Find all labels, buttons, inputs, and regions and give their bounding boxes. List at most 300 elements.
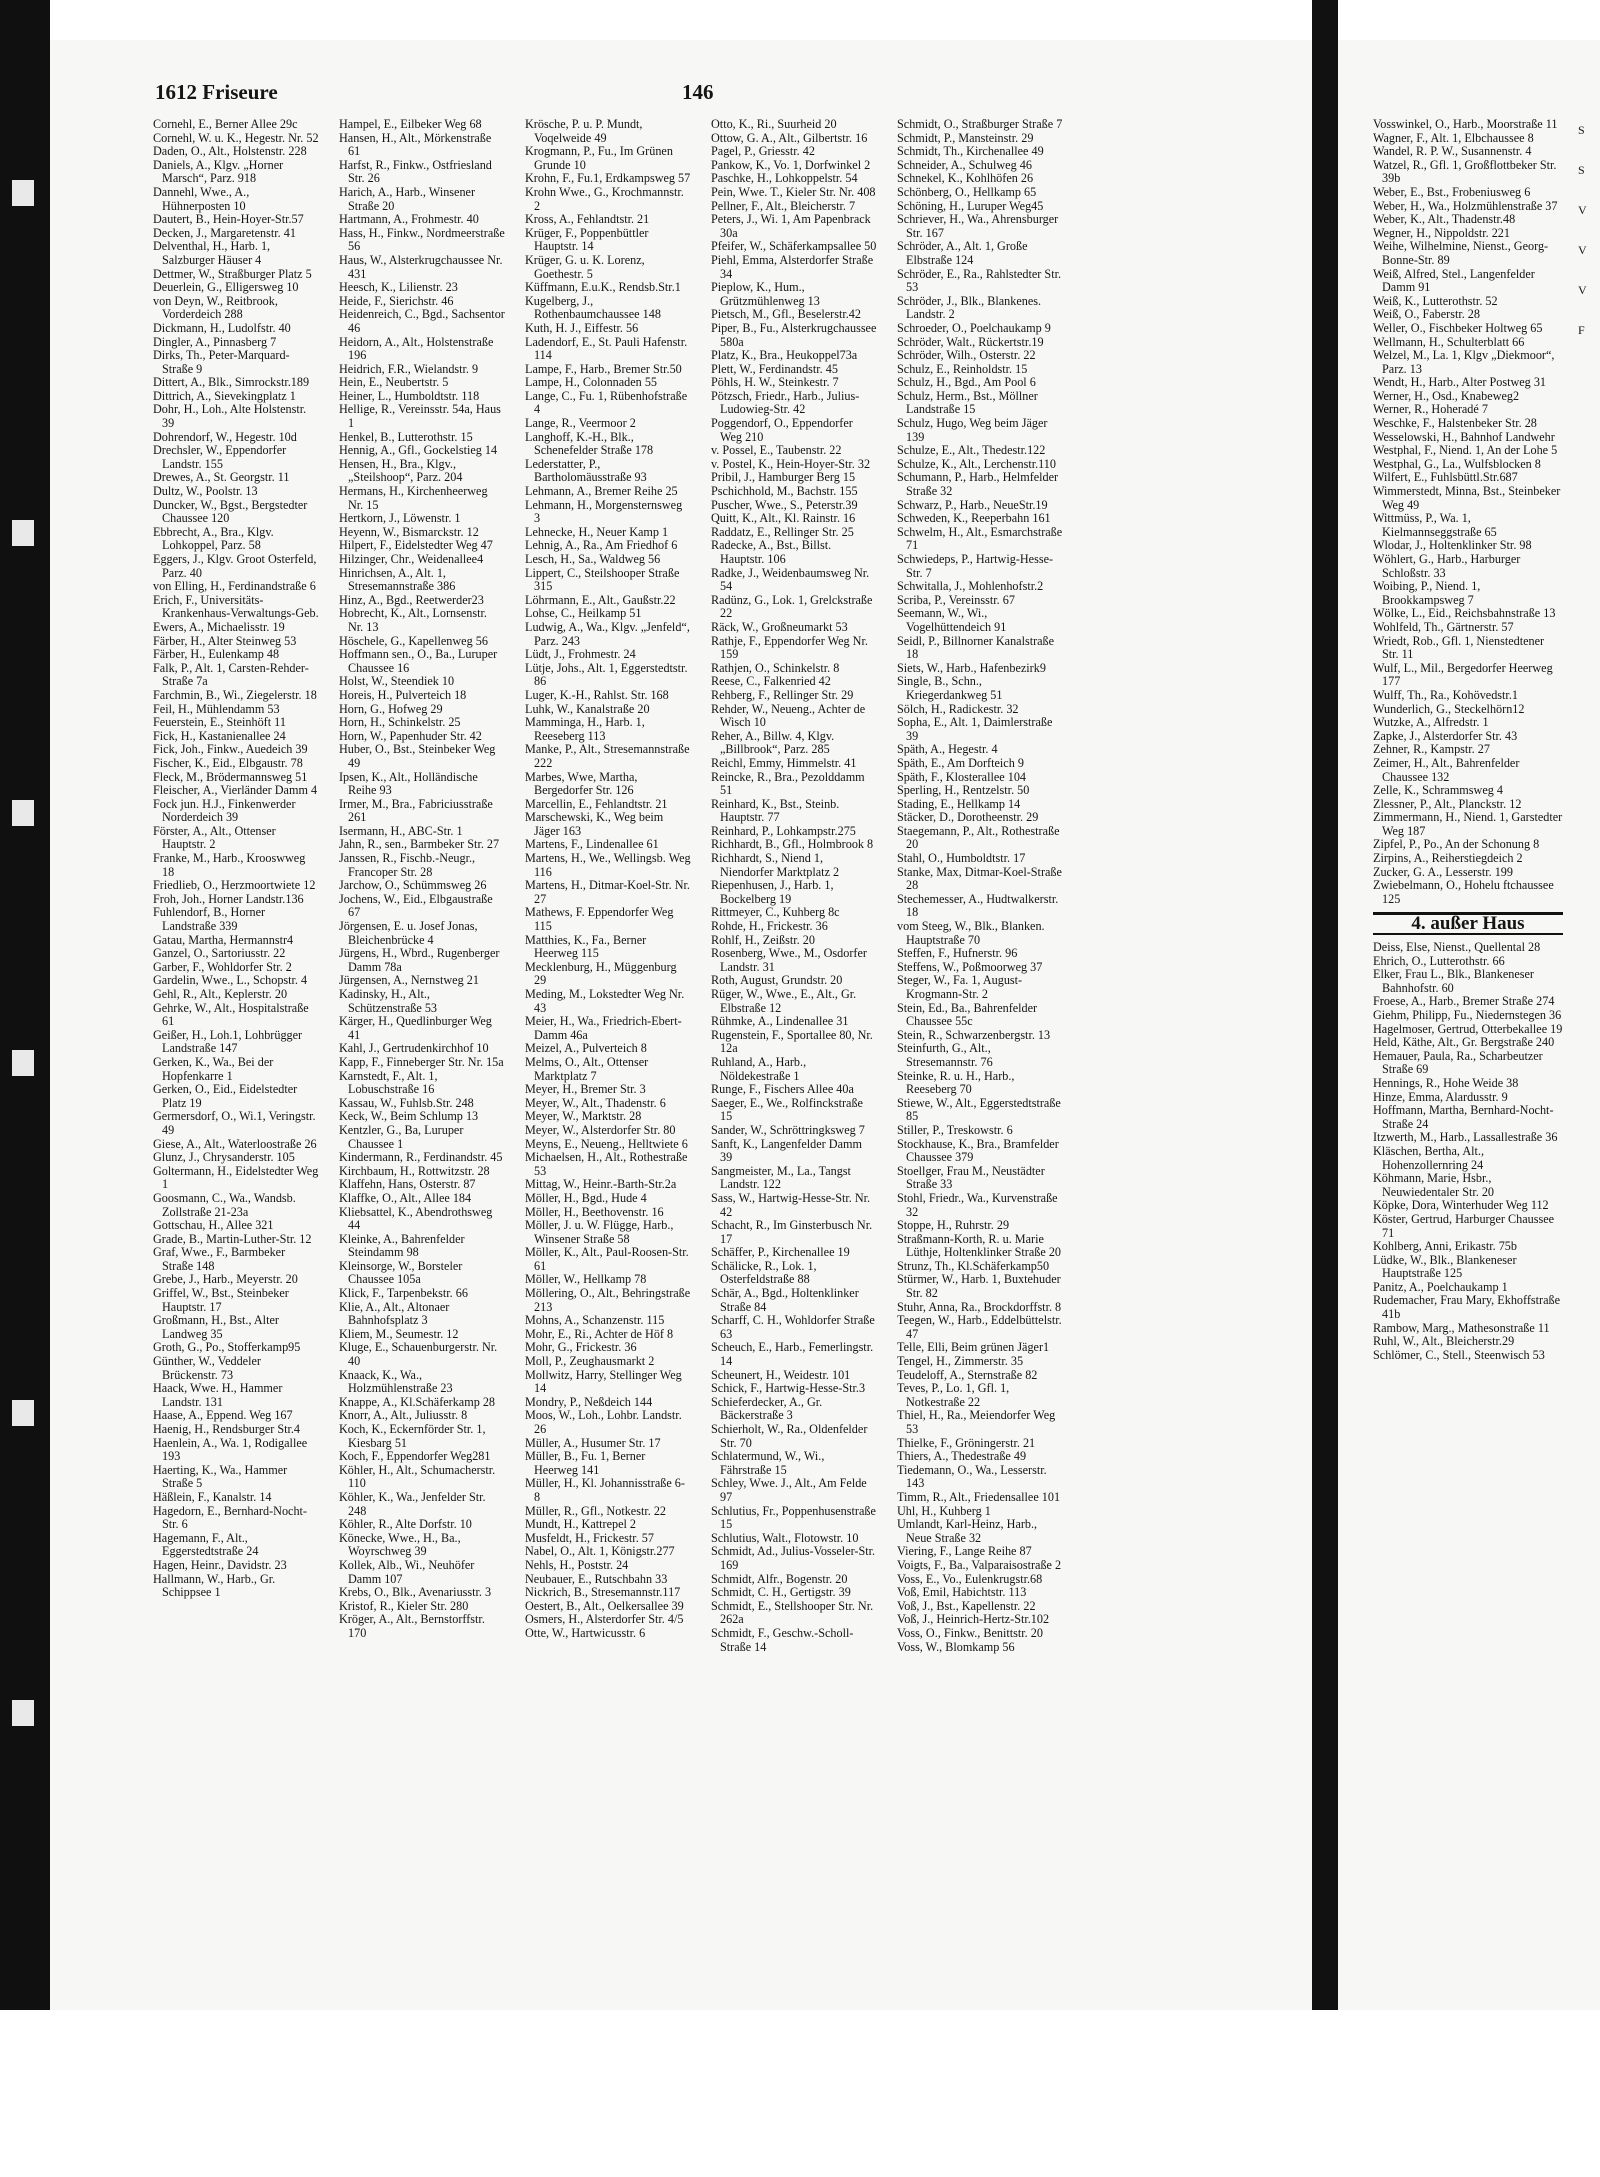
directory-entry: Schwiedeps, P., Hartwig-Hesse-Str. 7 [897, 552, 1054, 580]
edge-fragment: S [1578, 163, 1585, 177]
directory-entry: Feuerstein, E., Steinhöft 11 [153, 715, 286, 730]
directory-entry: Plett, W., Ferdinandstr. 45 [711, 361, 838, 376]
directory-entry: Hermans, H., Kirchenheerweg Nr. 15 [339, 484, 488, 512]
directory-entry: Lütje, Johs., Alt. 1, Eggerstedtstr. 86 [525, 660, 688, 689]
directory-entry: Poggendorf, O., Eppendorfer Weg 210 [711, 416, 853, 444]
directory-entry: Kapp, F., Finneberger Str. Nr. 15a [339, 1054, 504, 1069]
directory-entry: Hensen, H., Bra., Klgv., „Steilshoop“, Parz. 204 [339, 456, 463, 485]
directory-entry: Pöhls, H. W., Steinkestr. 7 [711, 375, 839, 390]
directory-entry: Hennings, R., Hohe Weide 38 [1373, 1075, 1519, 1090]
directory-entry: Klick, F., Tarpenbekstr. 66 [339, 1286, 468, 1301]
directory-entry: Pieplow, K., Hum., Grützmühlenweg 13 [711, 280, 820, 308]
directory-entry: Schley, Wwe. J., Alt., Am Felde 97 [711, 1476, 867, 1504]
directory-entry: Sopha, E., Alt. 1, Daimlerstraße 39 [897, 715, 1053, 743]
directory-entry: Ruhland, A., Harb., Nöldekestraße 1 [711, 1054, 807, 1083]
directory-entry: Kärger, H., Quedlinburger Weg 41 [339, 1014, 492, 1042]
directory-entry: Wendt, H., Harb., Alter Postweg 31 [1373, 375, 1547, 390]
directory-entry: Martens, F., Lindenallee 61 [525, 837, 659, 852]
directory-entry: Wegner, H., Nippoldstr. 221 [1373, 225, 1510, 240]
directory-entry: Hagen, Heinr., Davidstr. 23 [153, 1557, 287, 1572]
directory-entry: Ipsen, K., Alt., Holländische Reihe 93 [339, 769, 478, 798]
directory-entry: Runge, F., Fischers Allee 40a [711, 1082, 854, 1097]
directory-entry: Kliebsattel, K., Abendrothsweg 44 [339, 1204, 493, 1233]
directory-entry: Wölke, L., Eid., Reichsbahnstraße 13 [1373, 606, 1556, 621]
directory-entry: Richhardt, S., Niend 1, Niendorfer Marktplatz 2 [711, 851, 840, 879]
directory-entry: Oestert, B., Alt., Oelkersallee 39 [525, 1598, 684, 1613]
directory-entry: Thiers, A., Thedestraße 49 [897, 1449, 1027, 1464]
directory-entry: Single, B., Schn., Kriegerdankweg 51 [897, 674, 1003, 702]
directory-entry: Voß, J., Heinrich-Hertz-Str.102 [897, 1612, 1050, 1627]
directory-entry: Lampe, F., Harb., Bremer Str.50 [525, 361, 682, 376]
directory-entry: Hoffmann sen., O., Ba., Luruper Chaussee 16 [339, 647, 498, 675]
directory-entry: Wulff, Th., Ra., Kohövedstr.1 [1373, 687, 1518, 702]
directory-entry: Färber, H., Eulenkamp 48 [153, 647, 280, 662]
directory-entry: Rehder, W., Neueng., Achter de Wisch 10 [711, 701, 866, 730]
directory-entry: Stiewe, W., Alt., Eggerstedtstraße 85 [897, 1095, 1061, 1124]
directory-entry: Weihe, Wilhelmine, Nienst., Georg-Bonne-Str. 89 [1373, 239, 1549, 267]
directory-entry: Kristof, R., Kieler Str. 280 [339, 1598, 469, 1613]
directory-entry: Huber, O., Bst., Steinbeker Weg 49 [339, 742, 496, 770]
directory-entry: Möller, H., Beethovenstr. 16 [525, 1204, 664, 1219]
directory-entry: Moll, P., Zeughausmarkt 2 [525, 1354, 655, 1369]
directory-entry: Kadinsky, H., Alt., Schützenstraße 53 [339, 987, 438, 1015]
directory-entry: Duncker, W., Bgst., Bergstedter Chaussee 120 [153, 497, 308, 526]
directory-entry: Piper, B., Fu., Alsterkrugchaussee 580a [711, 320, 877, 349]
directory-entry: Hampel, E., Eilbeker Weg 68 [339, 117, 482, 131]
directory-entry: Lesch, H., Sa., Waldweg 56 [525, 552, 661, 566]
directory-entry: Späth, E., Am Dorfteich 9 [897, 755, 1024, 770]
directory-entry: Glunz, J., Chrysanderstr. 105 [153, 1150, 295, 1165]
directory-entry: Häßlein, F., Kanalstr. 14 [153, 1489, 272, 1504]
directory-entry: Köhler, K., Wa., Jenfelder Str. 248 [339, 1489, 486, 1518]
directory-entry: Rosenberg, Wwe., M., Osdorfer Landstr. 31 [711, 946, 867, 974]
directory-entry: Radke, J., Weidenbaumsweg Nr. 54 [711, 565, 870, 594]
directory-entry: Schär, A., Bgd., Holtenklinker Straße 84 [711, 1286, 859, 1314]
directory-entry: Pein, Wwe. T., Kieler Str. Nr. 408 [711, 184, 876, 199]
directory-entry: Hagemann, F., Alt., Eggerstedtstraße 24 [153, 1530, 259, 1559]
directory-entry: Kliem, M., Seumestr. 12 [339, 1326, 459, 1341]
directory-entry: Könecke, Wwe., H., Ba., Woyrschweg 39 [339, 1530, 461, 1559]
directory-entry: Dittert, A., Blk., Simrockstr.189 [153, 375, 310, 390]
directory-entry: Ottow, G. A., Alt., Gilbertstr. 16 [711, 130, 868, 145]
next-page-edge [1578, 110, 1600, 610]
directory-entry: Rüger, W., Wwe., E., Alt., Gr. Elbstraße 12 [711, 987, 857, 1015]
directory-entry: Daniels, A., Klgv. „Horner Marsch“, Parz. 918 [153, 157, 284, 186]
directory-entry: Hagedorn, E., Bernhard-Nocht-Str. 6 [153, 1503, 307, 1532]
directory-entry: Panitz, A., Poelchaukamp 1 [1373, 1279, 1508, 1294]
directory-entry: Meding, M., Lokstedter Weg Nr. 43 [525, 987, 685, 1015]
directory-entry: Scharff, C. H., Wohldorfer Straße 63 [711, 1313, 875, 1341]
spine-mark [12, 520, 34, 546]
directory-entry: Köhler, R., Alte Dorfstr. 10 [339, 1517, 472, 1532]
directory-entry: Schwelm, H., Alt., Esmarchstraße 71 [897, 524, 1063, 553]
directory-entry: Saeger, E., We., Rolfinckstraße 15 [711, 1095, 863, 1124]
directory-entry: Hagelmoser, Gertrud, Otterbekallee 19 [1373, 1021, 1563, 1036]
directory-entry: Martens, H., Ditmar-Koel-Str. Nr. 27 [525, 878, 690, 906]
directory-entry: Köpke, Dora, Winterhuder Weg 112 [1373, 1198, 1549, 1213]
directory-entry: Wandel, R. P. W., Susannenstr. 4 [1373, 144, 1532, 159]
directory-entry: Melms, O., Alt., Ottenser Marktplatz 7 [525, 1054, 649, 1083]
directory-entry: Schlutius, Fr., Poppenhusenstraße 15 [711, 1503, 876, 1532]
directory-entry: Fleischer, A., Vierländer Damm 4 [153, 783, 318, 798]
directory-entry: Zirpins, A., Reiherstiegdeich 2 [1373, 851, 1523, 866]
directory-entry: Dultz, W., Poolstr. 13 [153, 484, 258, 499]
directory-entry: Michaelsen, H., Alt., Rothestraße 53 [525, 1150, 688, 1178]
directory-entry: Jörgensen, E. u. Josef Jonas, Bleichenbrücke 4 [339, 919, 478, 947]
directory-entry: Werner, H., Osd., Knabeweg2 [1373, 388, 1520, 403]
directory-entry: Raddatz, E., Rellinger Str. 25 [711, 524, 854, 539]
directory-entry: Drechsler, W., Eppendorfer Landstr. 155 [153, 443, 287, 471]
directory-entry: Weiß, O., Faberstr. 28 [1373, 307, 1480, 322]
directory-entry: Krebs, O., Blk., Avenariusstr. 3 [339, 1585, 492, 1600]
directory-entry: Voss, O., Finkw., Benittstr. 20 [897, 1625, 1043, 1640]
directory-entry: Zipfel, P., Po., An der Schonung 8 [1373, 837, 1540, 852]
directory-entry: Tiedemann, O., Wa., Lesserstr. 143 [897, 1462, 1047, 1491]
directory-entry: Pellner, F., Alt., Bleicherstr. 7 [711, 198, 856, 213]
directory-entry: Gardelin, Wwe., L., Schopstr. 4 [153, 973, 308, 988]
directory-entry: Rühmke, A., Lindenallee 31 [711, 1014, 849, 1029]
directory-entry: Zehner, R., Kampstr. 27 [1373, 742, 1490, 757]
directory-entry: Wellmann, H., Schulterblatt 66 [1373, 334, 1525, 349]
directory-entry: Kassau, W., Fuhlsb.Str. 248 [339, 1095, 474, 1110]
directory-entry: Müller, H., Kl. Johannisstraße 6-8 [525, 1476, 685, 1504]
directory-entry: Meyer, W., Alt., Thadenstr. 6 [525, 1095, 666, 1110]
directory-entry: Deuerlein, G., Elligersweg 10 [153, 280, 299, 295]
directory-entry: Woibing, P., Niend. 1, Brookkampsweg 7 [1373, 579, 1481, 607]
directory-entry: Kollek, Alb., Wi., Neuhöfer Damm 107 [339, 1557, 475, 1586]
directory-entry: Krohn, F., Fu.1, Erdkampsweg 57 [525, 171, 691, 186]
directory-entry: Schieferdecker, A., Gr. Bäckerstraße 3 [711, 1394, 823, 1423]
directory-entry: Zucker, G. A., Lesserstr. 199 [1373, 864, 1513, 879]
directory-entry: Späth, A., Hegestr. 4 [897, 742, 998, 757]
directory-entry: Grebe, J., Harb., Meyerstr. 20 [153, 1272, 298, 1287]
directory-entry: Stockhause, K., Bra., Bramfelder Chaussee 379 [897, 1136, 1059, 1165]
directory-entry: Schneider, A., Schulweg 46 [897, 157, 1032, 172]
directory-entry: Nehls, H., Poststr. 24 [525, 1557, 629, 1572]
directory-entry: Platz, K., Bra., Heukoppel73a [711, 348, 858, 363]
directory-entry: Lange, C., Fu. 1, Rübenhofstraße 4 [525, 388, 688, 417]
directory-entry: Färber, H., Alter Steinweg 53 [153, 633, 297, 648]
directory-entry: Zimmermann, H., Niend. 1, Garstedter Weg 187 [1373, 810, 1563, 838]
directory-entry: Eggers, J., Klgv. Groot Osterfeld, Parz. 40 [153, 552, 317, 580]
directory-entry: Riepenhusen, J., Harb. 1, Bockelberg 19 [711, 878, 834, 906]
directory-entry: Fleck, M., Brödermannsweg 51 [153, 769, 308, 784]
directory-entry: Hertkorn, J., Löwenstr. 1 [339, 511, 461, 526]
directory-entry: Froese, A., Harb., Bremer Straße 274 [1373, 994, 1555, 1009]
directory-entry: Lüdt, J., Frohmestr. 24 [525, 647, 636, 662]
directory-entry: Falk, P., Alt. 1, Carsten-Rehder-Straße 7a [153, 660, 309, 689]
directory-entry: Hennig, A., Gfl., Gockelstieg 14 [339, 443, 498, 458]
directory-entry: Schnekel, K., Kohlhöfen 26 [897, 171, 1034, 186]
directory-entry: Heiner, L., Humboldtstr. 118 [339, 388, 480, 403]
directory-entry: von Deyn, W., Reitbrook, Vorderdeich 288 [153, 293, 278, 322]
book-spine [0, 0, 50, 2010]
directory-entry: Held, Käthe, Alt., Gr. Bergstraße 240 [1373, 1035, 1555, 1050]
directory-entry: Giese, A., Alt., Waterloostraße 26 [153, 1136, 317, 1151]
directory-entry: Hass, H., Finkw., Nordmeerstraße 56 [339, 225, 505, 254]
directory-entry: Scheunert, H., Weidestr. 101 [711, 1367, 851, 1382]
directory-entry: Steffens, W., Poßmoorweg 37 [897, 959, 1043, 974]
directory-entry: Schmidt, F., Geschw.-Scholl-Straße 14 [711, 1625, 854, 1654]
spine-mark [12, 1400, 34, 1426]
directory-entry: Gerken, K., Wa., Bei der Hopfenkarre 1 [153, 1054, 274, 1083]
directory-entry: Stading, E., Hellkamp 14 [897, 796, 1021, 811]
directory-entry: Kohlberg, Anni, Erikastr. 75b [1373, 1239, 1517, 1254]
directory-entry: Lederstatter, P., Bartholomäusstraße 93 [525, 456, 647, 485]
directory-entry: Schulz, H., Bgd., Am Pool 6 [897, 375, 1036, 390]
directory-entry: Wilfert, E., Fuhlsbüttl.Str.687 [1373, 470, 1518, 485]
directory-entry: Reher, A., Billw. 4, Klgv. „Billbrook“, Parz. 285 [711, 728, 835, 757]
directory-entry: Köster, Gertrud, Harburger Chaussee 71 [1373, 1211, 1555, 1240]
directory-entry: Köhler, H., Alt., Schumacherstr. 110 [339, 1462, 496, 1491]
directory-entry: Reinhard, K., Bst., Steinb. Hauptstr. 77 [711, 796, 840, 825]
directory-entry: Schlutius, Walt., Flotowstr. 10 [711, 1530, 859, 1545]
directory-entry: Reinhard, P., Lohkampstr.275 [711, 823, 856, 838]
directory-entry: Neubauer, E., Rutschbahn 33 [525, 1571, 668, 1586]
directory-entry: Schriever, H., Wa., Ahrensburger Str. 167 [897, 212, 1059, 240]
directory-entry: Itzwerth, M., Harb., Lassallestraße 36 [1373, 1130, 1558, 1145]
directory-entry: Drewes, A., St. Georgstr. 11 [153, 470, 290, 485]
directory-entry: Fuhlendorf, B., Horner Landstraße 339 [153, 905, 266, 934]
directory-entry: Wagner, F., Alt. 1, Elbchaussee 8 [1373, 130, 1534, 145]
directory-entry: Strunz, Th., Kl.Schäferkamp50 [897, 1258, 1050, 1273]
directory-entry: Kahl, J., Gertrudenkirchhof 10 [339, 1041, 489, 1056]
directory-entry: Seemann, W., Wi., Vogelhüttendeich 91 [897, 606, 1007, 634]
directory-entry: Teegen, W., Harb., Eddelbüttelstr. 47 [897, 1313, 1062, 1341]
directory-entry: Matthies, K., Fa., Berner Heerweg 115 [525, 932, 647, 961]
spine-mark [12, 1700, 34, 1726]
directory-entry: Zlessner, P., Alt., Planckstr. 12 [1373, 796, 1522, 811]
directory-entry: Ehrich, O., Lutterothstr. 66 [1373, 953, 1505, 968]
directory-entry: Wittmüss, P., Wa. 1, Kielmannseggstraße 65 [1373, 511, 1497, 539]
directory-entry: Fock jun. H.J., Finkenwerder Norderdeich 39 [153, 796, 296, 825]
section-entries [1373, 941, 1563, 1362]
directory-entry: Kläschen, Bertha, Alt., Hohenzollernring 24 [1373, 1143, 1485, 1172]
directory-entry: Hartmann, A., Frohmestr. 40 [339, 212, 479, 227]
directory-entry: von Elling, H., Ferdinandstraße 6 [153, 579, 316, 594]
directory-entry: Hinrichsen, A., Alt. 1, Stresemannstraße 386 [339, 565, 456, 594]
directory-entry: Schick, F., Hartwig-Hesse-Str.3 [711, 1381, 866, 1396]
directory-entry: Siets, W., Harb., Hafenbezirk9 [897, 660, 1046, 675]
directory-entry: Janssen, R., Fischb.-Neugr., Francoper Str. 28 [339, 851, 476, 879]
directory-entry: Elker, Frau L., Blk., Blankeneser Bahnhofstr. 60 [1373, 967, 1534, 995]
directory-entry: Weber, K., Alt., Thadenstr.48 [1373, 212, 1516, 227]
directory-entry: Langhoff, K.-H., Blk., Schenefelder Straße 178 [525, 429, 654, 458]
directory-entry: Fick, Joh., Finkw., Auedeich 39 [153, 742, 308, 757]
directory-entry: Richhardt, B., Gfl., Holmbrook 8 [711, 837, 874, 852]
directory-entry: Zwiebelmann, O., Hohelu ftchaussee 125 [1373, 878, 1554, 906]
directory-entry: Schulz, E., Reinholdstr. 15 [897, 361, 1028, 376]
directory-entry: Möller, W., Hellkamp 78 [525, 1272, 647, 1287]
directory-entry: Stein, Ed., Ba., Bahrenfelder Chaussee 55c [897, 1000, 1038, 1029]
column-4 [711, 118, 877, 1654]
directory-entry: Haase, A., Eppend. Weg 167 [153, 1408, 293, 1423]
directory-entry: Krösche, P. u. P. Mundt, Voqelweide 49 [525, 117, 643, 145]
directory-entry: Sölch, H., Radickestr. 32 [897, 701, 1019, 716]
directory-entry: Stoppe, H., Ruhrstr. 29 [897, 1218, 1010, 1233]
edge-fragment: V [1578, 203, 1587, 217]
directory-entry: Schröder, Walt., Rückertstr.19 [897, 334, 1044, 349]
edge-fragment: V [1578, 243, 1587, 257]
directory-entry: Friedlieb, O., Herzmoortwiete 12 [153, 878, 316, 893]
directory-entry: Hallmann, W., Harb., Gr. Schippsee 1 [153, 1571, 276, 1600]
directory-entry: Koch, F., Eppendorfer Weg281 [339, 1449, 491, 1464]
directory-entry: Lehnecke, H., Neuer Kamp 1 [525, 524, 669, 539]
directory-entry: Schlatermund, W., Wi., Fährstraße 15 [711, 1449, 825, 1477]
directory-entry: Großmann, H., Bst., Alter Landweg 35 [153, 1313, 279, 1341]
directory-entry: Klie, A., Alt., Altonaer Bahnhofsplatz 3 [339, 1299, 450, 1328]
directory-entry: Marcellin, E., Fehlandtstr. 21 [525, 796, 668, 811]
directory-entry: Rambow, Marg., Mathesonstraße 11 [1373, 1320, 1550, 1335]
directory-entry: Rittmeyer, C., Kuhberg 8c [711, 905, 840, 920]
directory-entry: Westphal, F., Niend. 1, An der Lohe 5 [1373, 443, 1558, 458]
directory-entry: Schulz, Herm., Bst., Möllner Landstraße 15 [897, 388, 1038, 417]
directory-entry: Schäffer, P., Kirchenallee 19 [711, 1245, 850, 1260]
directory-entry: Jürgens, H., Wbrd., Rugenberger Damm 78a [339, 946, 500, 974]
directory-entry: Rohlf, H., Zeißstr. 20 [711, 932, 815, 947]
directory-entry: Schulz, Hugo, Weg beim Jäger 139 [897, 416, 1048, 444]
directory-entry: Cornehl, E., Berner Allee 29c [153, 117, 298, 131]
directory-entry: Schmidt, P., Mansteinstr. 29 [897, 130, 1034, 145]
directory-entry: Kluge, E., Schauenburgerstr. Nr. 40 [339, 1340, 498, 1369]
directory-entry: Hilpert, F., Eidelstedter Weg 47 [339, 538, 493, 553]
directory-entry: Marbes, Wwe, Martha, Bergedorfer Str. 126 [525, 769, 638, 798]
directory-entry: Heyenn, W., Bismarckstr. 12 [339, 524, 479, 539]
directory-entry: Farchmin, B., Wi., Ziegelerstr. 18 [153, 687, 317, 702]
directory-entry: Jarchow, O., Schümmsweg 26 [339, 878, 487, 893]
directory-entry: Dickmann, H., Ludolfstr. 40 [153, 320, 291, 335]
directory-entry: Teves, P., Lo. 1, Gfl. 1, Notkestraße 22 [897, 1381, 1010, 1409]
directory-entry: Harich, A., Harb., Winsener Straße 20 [339, 184, 476, 213]
directory-entry: Schälicke, R., Lok. 1, Osterfeldstraße 88 [711, 1258, 817, 1287]
directory-entry: Erich, F., Universitäts-Krankenhaus-Verwaltungs-Geb. [153, 592, 319, 621]
directory-entry: Jahn, R., sen., Barmbeker Str. 27 [339, 837, 500, 852]
directory-entry: Köhmann, Marie, Hsbr., Neuwiedentaler Str. 20 [1373, 1171, 1495, 1199]
directory-entry: Steger, W., Fa. 1, August-Krogmann-Str. 2 [897, 973, 1023, 1001]
directory-entry: Mecklenburg, H., Müggenburg 29 [525, 959, 677, 988]
directory-entry: Wohlfeld, Th., Gärtnerstr. 57 [1373, 619, 1514, 634]
column-1 [153, 118, 319, 1600]
directory-entry: Voss, E., Vo., Eulenkrugstr.68 [897, 1571, 1043, 1586]
directory-entry: Weber, H., Wa., Holzmühlenstraße 37 [1373, 198, 1558, 213]
directory-entry: Ganzel, O., Sartoriusstr. 22 [153, 946, 286, 961]
directory-entry: Lehmann, H., Morgensternsweg 3 [525, 497, 683, 526]
directory-entry: Henkel, B., Lutterothstr. 15 [339, 429, 473, 444]
directory-entry: Mohns, A., Schanzenstr. 115 [525, 1313, 665, 1328]
directory-entry: Wunderlich, G., Steckelhörn12 [1373, 701, 1525, 716]
directory-entry: Schöning, H., Luruper Weg45 [897, 198, 1044, 213]
directory-entry: Harfst, R., Finkw., Ostfriesland Str. 26 [339, 157, 492, 186]
directory-entry: Watzel, R., Gfl. 1, Großflottbeker Str. 39b [1373, 157, 1557, 186]
directory-entry: Lehmann, A., Bremer Reihe 25 [525, 484, 678, 499]
directory-entry: Lüdke, W., Blk., Blankeneser Hauptstraße 125 [1373, 1252, 1517, 1281]
page-gutter [1312, 0, 1338, 2010]
directory-entry: Puscher, Wwe., S., Peterstr.39 [711, 497, 858, 512]
directory-entry: Gehrke, W., Alt., Hospitalstraße 61 [153, 1000, 309, 1029]
directory-entry: Deiss, Else, Nienst., Quellental 28 [1373, 940, 1541, 955]
directory-entry: Schmidt, Ad., Julius-Vosseler-Str. 169 [711, 1544, 876, 1572]
directory-entry: Scriba, P., Vereinsstr. 67 [897, 592, 1015, 607]
directory-entry: Horn, G., Hofweg 29 [339, 701, 443, 716]
directory-entry: Lampe, H., Colonnaden 55 [525, 375, 658, 390]
directory-entry: Irmer, M., Bra., Fabriciusstraße 261 [339, 796, 493, 825]
directory-entry: Franke, M., Harb., Krooswweg 18 [153, 851, 306, 879]
directory-entry: Meyer, W., Marktstr. 28 [525, 1109, 642, 1124]
directory-entry: Moos, W., Loh., Lohbr. Landstr. 26 [525, 1408, 682, 1436]
directory-entry: Uhl, H., Kuhberg 1 [897, 1503, 991, 1518]
directory-entry: Stohl, Friedr., Wa., Kurvenstraße 32 [897, 1190, 1058, 1219]
directory-entry: Delventhal, H., Harb. 1, Salzburger Häuser 4 [153, 239, 271, 267]
directory-entry: Otte, W., Hartwicusstr. 6 [525, 1625, 646, 1640]
directory-entry: Ruhl, W., Alt., Bleicherstr.29 [1373, 1334, 1515, 1349]
directory-entry: Dannehl, Wwe., A., Hühnerposten 10 [153, 184, 250, 213]
directory-entry: Knaack, K., Wa., Holzmühlenstraße 23 [339, 1367, 453, 1396]
directory-entry: Kuth, H. J., Eiffestr. 56 [525, 320, 639, 335]
directory-entry: Lange, R., Veermoor 2 [525, 416, 636, 431]
directory-entry: Stürmer, W., Harb. 1, Buxtehuder Str. 82 [897, 1272, 1061, 1301]
directory-entry: Mondry, P., Neßdeich 144 [525, 1394, 653, 1409]
directory-entry: Schacht, R., Im Ginsterbusch Nr. 17 [711, 1218, 873, 1246]
directory-entry: Staegemann, P., Alt., Rothestraße 20 [897, 823, 1060, 852]
directory-entry: Stoellger, Frau M., Neustädter Straße 33 [897, 1163, 1045, 1192]
directory-entry: Tengel, H., Zimmerstr. 35 [897, 1354, 1024, 1369]
directory-entry: Dohr, H., Loh., Alte Holstenstr. 39 [153, 402, 307, 431]
directory-entry: Schierholt, W., Ra., Oldenfelder Str. 70 [711, 1422, 868, 1450]
directory-entry: Musfeldt, H., Frickestr. 57 [525, 1530, 654, 1545]
directory-entry: Späth, F., Klosterallee 104 [897, 769, 1027, 784]
directory-entry: Ebbrecht, A., Bra., Klgv. Lohkoppel, Parz. 58 [153, 524, 274, 553]
directory-entry: Horn, W., Papenhuder Str. 42 [339, 728, 482, 743]
directory-entry: Knappe, A., Kl.Schäferkamp 28 [339, 1394, 496, 1409]
directory-entry: Mohr, G., Frickestr. 36 [525, 1340, 637, 1355]
directory-entry: Schröder, Wilh., Osterstr. 22 [897, 348, 1036, 363]
directory-entry: Stäcker, D., Dorotheenstr. 29 [897, 810, 1039, 825]
directory-entry: Stechemesser, A., Hudtwalkerstr. 18 [897, 891, 1059, 920]
directory-entry: Krohn Wwe., G., Krochmannstr. 2 [525, 184, 684, 213]
directory-entry: Paschke, H., Lohkoppelstr. 54 [711, 171, 858, 186]
directory-entry: Pötzsch, Friedr., Harb., Julius-Ludowieg-Str. 42 [711, 388, 860, 417]
directory-entry: Thielke, F., Gröningerstr. 21 [897, 1435, 1036, 1450]
directory-entry: Teudeloff, A., Sternstraße 82 [897, 1367, 1038, 1382]
directory-entry: Ladendorf, E., St. Pauli Hafenstr. 114 [525, 334, 688, 363]
directory-entry: Schröder, E., Ra., Rahlstedter Str. 53 [897, 266, 1062, 295]
directory-entry: Meyer, H., Bremer Str. 3 [525, 1082, 646, 1097]
column-6 [1373, 118, 1563, 1362]
directory-entry: Daden, O., Alt., Holstenstr. 228 [153, 144, 307, 159]
directory-entry: Gerken, O., Eid., Eidelstedter Platz 19 [153, 1082, 298, 1110]
directory-entry: Marschewski, K., Weg beim Jäger 163 [525, 810, 664, 838]
directory-entry: Weber, E., Bst., Frobeniusweg 6 [1373, 184, 1531, 199]
directory-entry: Werner, R., Hoheradé 7 [1373, 402, 1488, 417]
directory-entry: Voß, J., Bst., Kapellenstr. 22 [897, 1598, 1036, 1613]
directory-entry: Wriedt, Rob., Gfl. 1, Nienstedtener Str. 11 [1373, 633, 1545, 662]
directory-entry: Klaffke, O., Alt., Allee 184 [339, 1190, 472, 1205]
directory-entry: Telle, Elli, Beim grünen Jäger1 [897, 1340, 1050, 1355]
directory-entry: Vosswinkel, O., Harb., Moorstraße 11 [1373, 117, 1558, 131]
directory-entry: Hinz, A., Bgd., Reetwerder23 [339, 592, 484, 607]
directory-entry: Zelle, K., Schrammsweg 4 [1373, 783, 1503, 798]
directory-entry: Schmidt, C. H., Gertigstr. 39 [711, 1585, 851, 1600]
directory-entry: Weiß, K., Lutterothstr. 52 [1373, 293, 1498, 308]
directory-entry: Manke, P., Alt., Stresemannstraße 222 [525, 742, 690, 770]
directory-entry: Decken, J., Margaretenstr. 41 [153, 225, 296, 240]
directory-entry: Radecke, A., Bst., Billst. Hauptstr. 106 [711, 538, 832, 566]
page-number: 146 [682, 80, 714, 104]
directory-entry: Lohse, C., Heilkamp 51 [525, 606, 642, 621]
directory-entry: Kindermann, R., Ferdinandstr. 45 [339, 1150, 503, 1165]
directory-entry: Stanke, Max, Ditmar-Koel-Straße 28 [897, 864, 1062, 893]
directory-columns [153, 118, 1293, 2008]
